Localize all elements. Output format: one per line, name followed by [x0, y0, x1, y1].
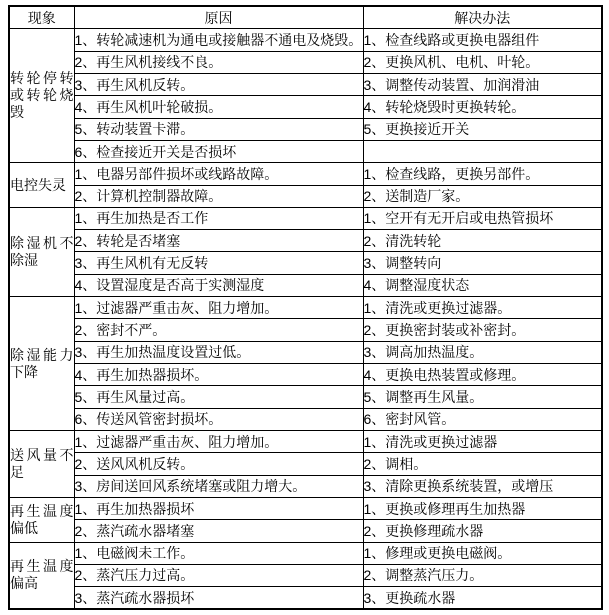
table-row: [9, 453, 602, 475]
table-row: [9, 73, 602, 95]
solution-cell: 6、密封风管。: [363, 408, 602, 430]
cause-cell: 1、过滤器严重击灰、阻力增加。: [74, 297, 363, 319]
solution-cell: 3、清除更换系统装置，或增压: [363, 475, 602, 497]
table-row: [9, 475, 602, 497]
phenomenon-cell: 电控失灵: [9, 163, 74, 208]
table-row: [9, 341, 602, 363]
table-row: [9, 520, 602, 542]
cause-cell: 2、蒸汽疏水器堵塞: [74, 520, 363, 542]
phenomenon-cell: 再生温度偏高: [9, 542, 74, 609]
cause-cell: 1、电器另部件损坏或线路故障。: [74, 163, 363, 185]
solution-cell: 4、转轮烧毁时更换转轮。: [363, 96, 602, 118]
solution-cell: 2、更换风机、电机、叶轮。: [363, 51, 602, 73]
cause-cell: 4、设置湿度是否高于实测湿度: [74, 274, 363, 296]
solution-cell: 5、更换接近开关: [363, 118, 602, 140]
cause-cell: 1、再生加热是否工作: [74, 207, 363, 229]
table-row: [9, 252, 602, 274]
table-row: [9, 230, 602, 252]
solution-cell: 3、调整传动装置、加润滑油: [363, 73, 602, 95]
cause-cell: 2、转轮是否堵塞: [74, 230, 363, 252]
cause-cell: 3、再生风机有无反转: [74, 252, 363, 274]
solution-cell: 4、更换电热装置或修理。: [363, 364, 602, 386]
table-row: [9, 29, 602, 51]
cause-cell: 2、蒸汽压力过高。: [74, 564, 363, 586]
cause-cell: 2、计算机控制器故障。: [74, 185, 363, 207]
table-row: [9, 364, 602, 386]
solution-cell: 2、更换密封装或补密封。: [363, 319, 602, 341]
cause-cell: 3、再生加热温度设置过低。: [74, 341, 363, 363]
solution-cell: 2、调整蒸汽压力。: [363, 564, 602, 586]
solution-cell: 1、更换或修理再生加热器: [363, 497, 602, 519]
cause-cell: 6、传送风管密封损坏。: [74, 408, 363, 430]
cause-cell: 6、检查接近开关是否损坏: [74, 140, 363, 162]
cause-cell: 2、密封不严。: [74, 319, 363, 341]
header-solution: 解决办法: [363, 6, 602, 29]
solution-cell: 2、调相。: [363, 453, 602, 475]
solution-cell: 3、调高加热温度。: [363, 341, 602, 363]
cause-cell: 2、再生风机接线不良。: [74, 51, 363, 73]
table-row: [9, 163, 602, 185]
cause-cell: 1、电磁阀未工作。: [74, 542, 363, 564]
cause-cell: 4、再生加热器损坏。: [74, 364, 363, 386]
table-row: [9, 542, 602, 564]
table-row: [9, 386, 602, 408]
phenomenon-cell: 送风量不足: [9, 430, 74, 497]
solution-cell: 2、更换修理疏水器: [363, 520, 602, 542]
phenomenon-cell: 再生温度偏低: [9, 497, 74, 542]
table-row: [9, 430, 602, 452]
solution-cell: 3、调整转向: [363, 252, 602, 274]
table-row: [9, 207, 602, 229]
table-row: [9, 297, 602, 319]
solution-cell: 1、空开有无开启或电热管损坏: [363, 207, 602, 229]
cause-cell: 3、再生风机反转。: [74, 73, 363, 95]
header-row: [9, 6, 602, 29]
header-cause: 原因: [74, 6, 363, 29]
table-row: [9, 274, 602, 296]
phenomenon-cell: 转轮停转或转轮烧毁: [9, 29, 74, 163]
cause-cell: 2、送风风机反转。: [74, 453, 363, 475]
table-row: [9, 564, 602, 586]
solution-cell: 1、修理或更换电磁阀。: [363, 542, 602, 564]
solution-cell: [363, 140, 602, 162]
solution-cell: 1、清洗或更换过滤器: [363, 430, 602, 452]
solution-cell: 2、送制造厂家。: [363, 185, 602, 207]
cause-cell: 1、再生加热器损坏: [74, 497, 363, 519]
table-row: [9, 408, 602, 430]
table-row: [9, 140, 602, 162]
solution-cell: 2、清洗转轮: [363, 230, 602, 252]
table-row: [9, 96, 602, 118]
phenomenon-cell: 除湿能力下降: [9, 297, 74, 431]
solution-cell: 3、更换疏水器: [363, 587, 602, 609]
table-row: [9, 118, 602, 140]
cause-cell: 3、房间送回风系统堵塞或阻力增大。: [74, 475, 363, 497]
solution-cell: 1、检查线路或更换电器组件: [363, 29, 602, 51]
cause-cell: 1、过滤器严重击灰、阻力增加。: [74, 430, 363, 452]
table-row: [9, 185, 602, 207]
troubleshooting-table: [8, 5, 603, 610]
cause-cell: 5、再生风量过高。: [74, 386, 363, 408]
cause-cell: 5、转动装置卡滞。: [74, 118, 363, 140]
solution-cell: 1、清洗或更换过滤器。: [363, 297, 602, 319]
solution-cell: 1、检查线路，更换另部件。: [363, 163, 602, 185]
cause-cell: 1、转轮减速机为通电或接触器不通电及烧毁。: [74, 29, 363, 51]
table-row: [9, 587, 602, 609]
solution-cell: 4、调整湿度状态: [363, 274, 602, 296]
cause-cell: 3、蒸汽疏水器损坏: [74, 587, 363, 609]
table-row: [9, 51, 602, 73]
header-phenomenon: 现象: [9, 6, 74, 29]
cause-cell: 4、再生风机叶轮破损。: [74, 96, 363, 118]
table-row: [9, 319, 602, 341]
solution-cell: 5、调整再生风量。: [363, 386, 602, 408]
phenomenon-cell: 除湿机不除湿: [9, 207, 74, 296]
table-row: [9, 497, 602, 519]
